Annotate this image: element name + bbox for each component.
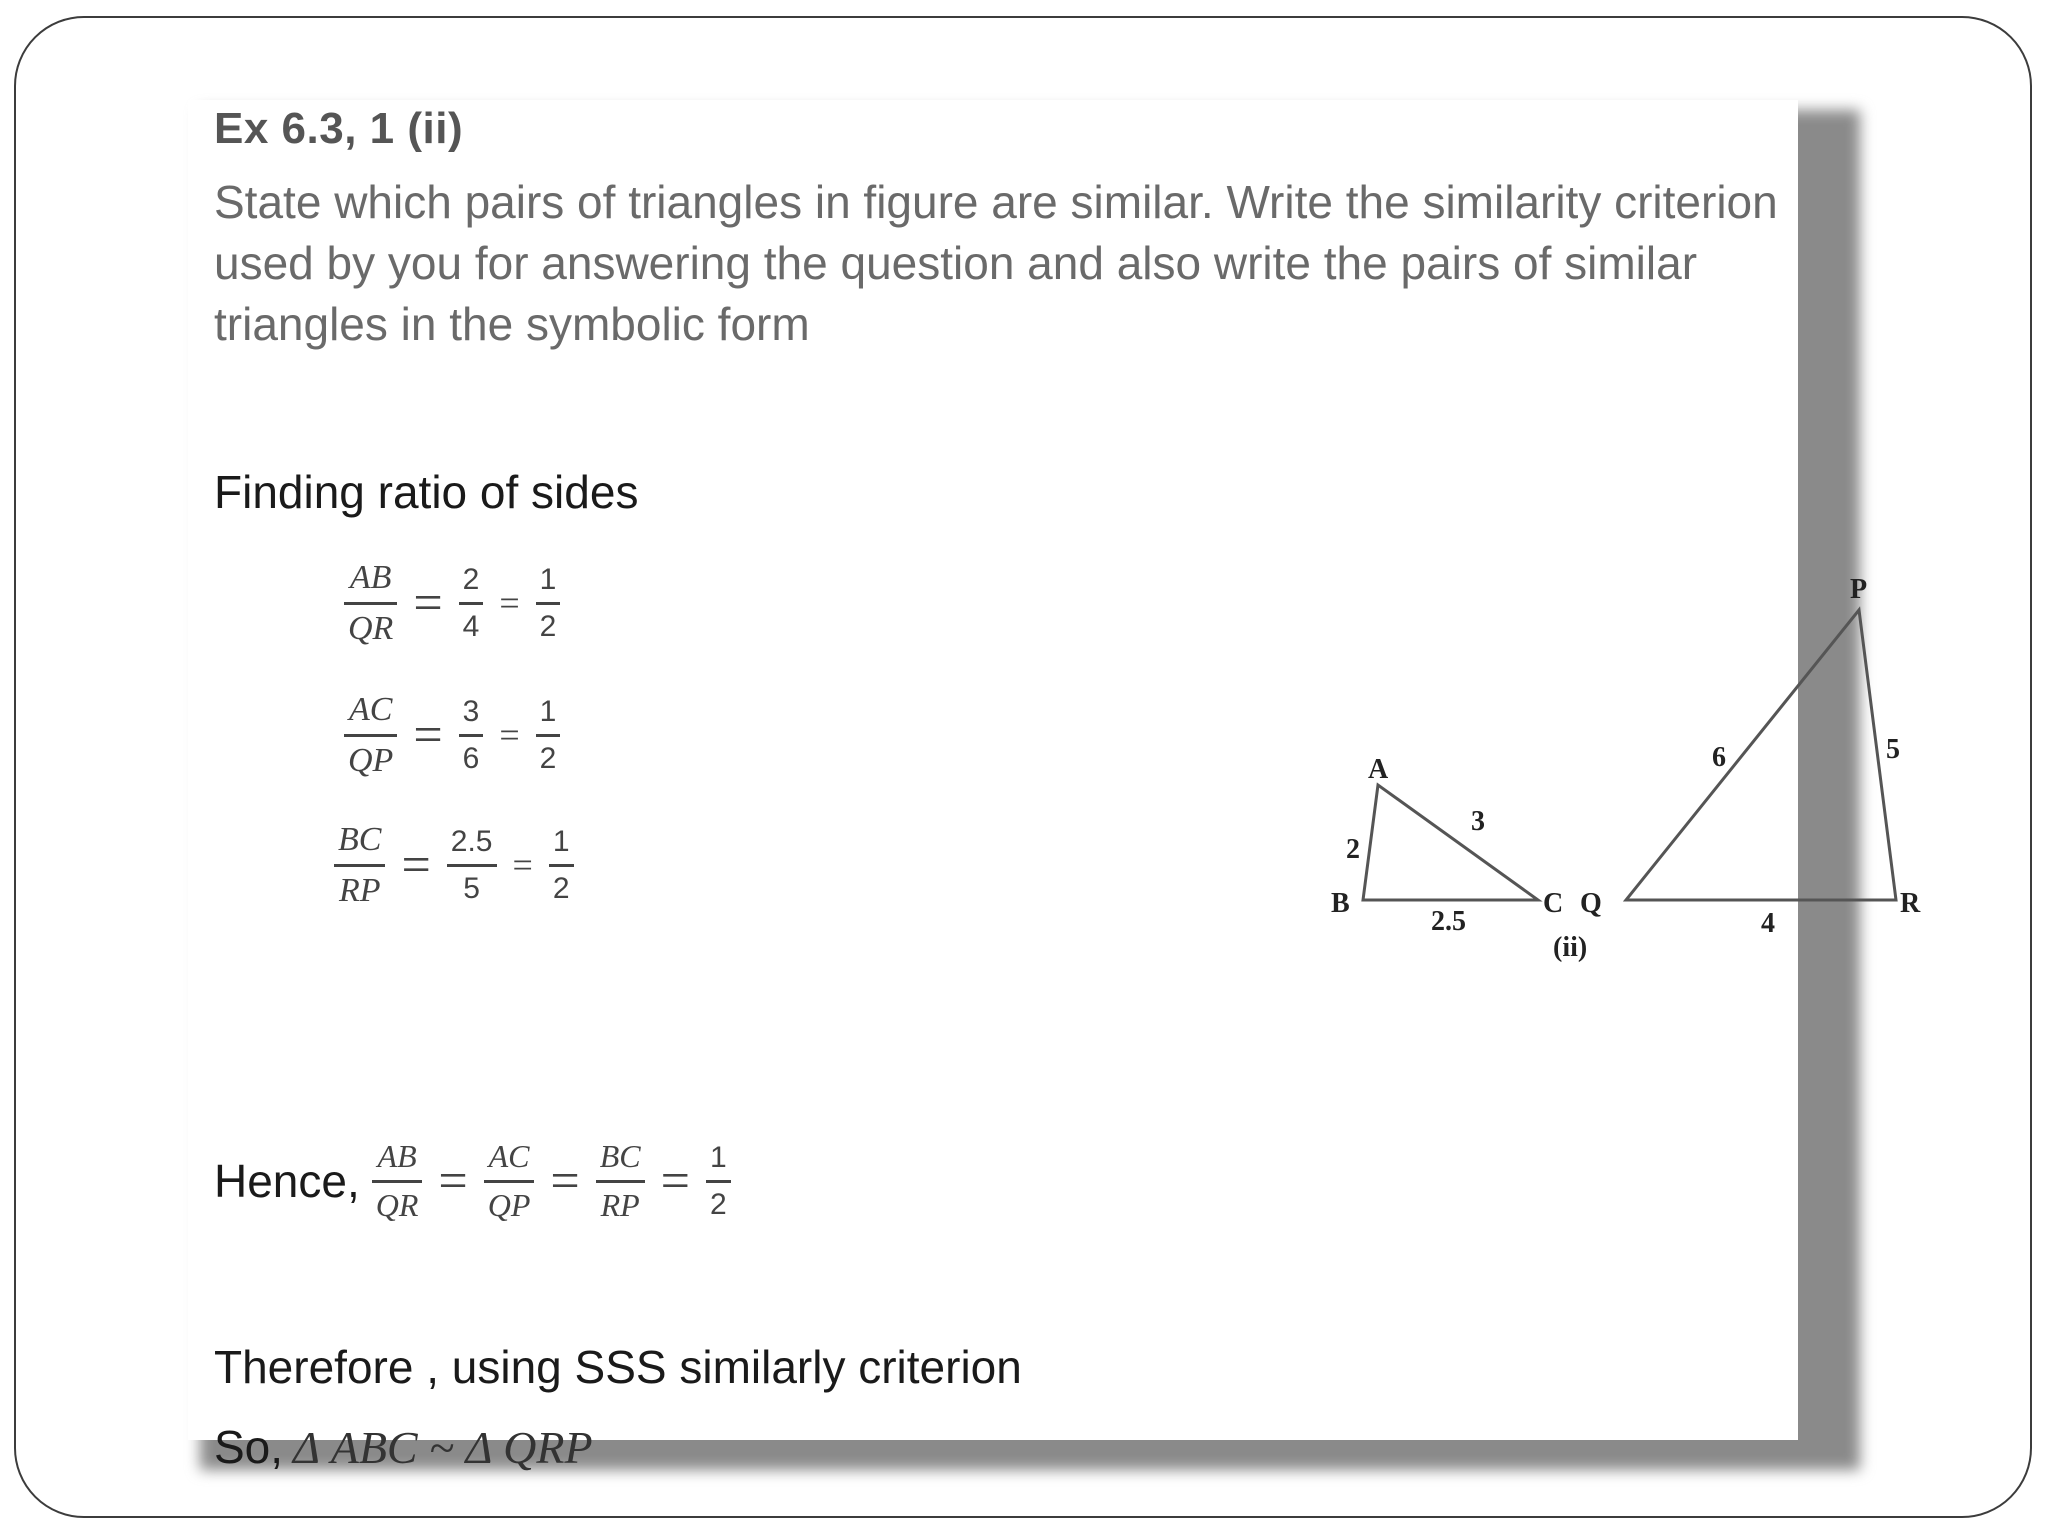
vertex-r-label: R (1900, 888, 1921, 919)
fraction-denominator: 6 (462, 741, 480, 775)
hence-equation: Hence, $\frac{AB}{QR}$ = $\frac{AC}{QP}$ = $\frac{BC}{RP}$ = $\frac{1}{2}$ (214, 1140, 737, 1222)
triangle-abc (1331, 754, 1563, 937)
fraction-numerator: 1 (539, 563, 557, 597)
hence-label: Hence, (214, 1155, 360, 1208)
conclusion-line (214, 1420, 593, 1474)
ratio-ac-qp: $\frac{AC}{QP}$ = $\frac{3}{6}$ = $\frac{1}{2}$ (338, 692, 566, 778)
fraction-denominator: 2 (539, 741, 557, 775)
fraction-denominator: QP (487, 1186, 531, 1223)
fraction-denominator: 5 (463, 871, 480, 905)
side-bc-label: 2.5 (1431, 906, 1466, 937)
fraction-ab-qr (372, 1140, 423, 1222)
triangles-figure (1288, 540, 1968, 1000)
fraction-2-4 (459, 564, 484, 642)
fraction-numerator: AB (349, 559, 392, 596)
fraction-numerator: 1 (709, 1141, 727, 1175)
triangle-pqr-shape (1626, 610, 1896, 900)
side-pr-label: 5 (1886, 734, 1900, 765)
vertex-a-label: A (1368, 754, 1389, 785)
fraction-numerator: 3 (462, 695, 480, 729)
side-ab-label: 2 (1346, 834, 1360, 865)
therefore-statement: Therefore , using SSS similarly criterion (214, 1341, 1022, 1393)
fraction-bc-rp (334, 822, 385, 908)
solution-heading: Finding ratio of sides (214, 466, 639, 518)
fraction-bc-rp (596, 1140, 645, 1222)
vertex-b-label: B (1331, 888, 1350, 919)
similarity-statement: Δ ABC ~ Δ QRP (293, 1422, 593, 1473)
fraction-numerator: 1 (539, 695, 557, 729)
fraction-numerator: AC (488, 1138, 530, 1174)
fraction-denominator: QP (348, 741, 394, 779)
side-qr-label: 4 (1761, 908, 1775, 939)
vertex-p-label: P (1850, 574, 1868, 605)
ratio-bc-rp: $\frac{BC}{RP}$ = $\frac{2.5}{5}$ = $\frac{1}{2}$ (328, 822, 580, 908)
fraction-1-2 (536, 696, 561, 774)
triangle-pqr (1580, 574, 1921, 939)
fraction-numerator: AB (377, 1138, 417, 1174)
fraction-denominator: QR (375, 1186, 419, 1223)
fraction-ab-qr (344, 560, 397, 646)
fraction-denominator: 2 (539, 609, 557, 643)
figure-label: (ii) (1553, 932, 1588, 963)
fraction-denominator: 4 (462, 609, 480, 643)
fraction-1-2 (706, 1142, 731, 1220)
side-qp-label: 6 (1712, 742, 1726, 773)
fraction-denominator: RP (338, 871, 381, 909)
fraction-denominator: 2 (709, 1187, 727, 1221)
ratio-ab-qr: $\frac{AB}{QR}$ = $\frac{2}{4}$ = $\frac{1}{2}$ (338, 560, 566, 646)
exercise-title: Ex 6.3, 1 (ii) (214, 104, 464, 153)
fraction-denominator: 2 (552, 871, 570, 905)
vertex-c-label: C (1543, 888, 1564, 919)
fraction-numerator: 1 (552, 825, 570, 859)
content-card (188, 100, 1921, 1473)
fraction-numerator: 2.5 (450, 825, 493, 859)
fraction-denominator: RP (600, 1186, 640, 1223)
fraction-denominator: QR (348, 609, 394, 647)
fraction-1-2 (536, 564, 561, 642)
fraction-ac-qp (484, 1140, 535, 1222)
question-text: State which pairs of triangles in figure are similar. Write the similarity criterion used by you for answering the question and also write the pairs of similar triangles in the symbolic form (214, 176, 1778, 350)
fraction-numerator: BC (599, 1138, 641, 1174)
fraction-ac-qp (344, 692, 397, 778)
fraction-1-2 (549, 826, 574, 904)
fraction-2-5-5 (447, 826, 497, 904)
fraction-3-6 (459, 696, 484, 774)
triangle-abc-shape (1363, 785, 1538, 900)
fraction-numerator: AC (348, 691, 393, 728)
conclusion-lead: So, (214, 1421, 284, 1473)
vertex-q-label: Q (1580, 888, 1602, 919)
fraction-numerator: 2 (462, 563, 480, 597)
side-ac-label: 3 (1471, 806, 1485, 837)
fraction-numerator: BC (338, 821, 382, 858)
